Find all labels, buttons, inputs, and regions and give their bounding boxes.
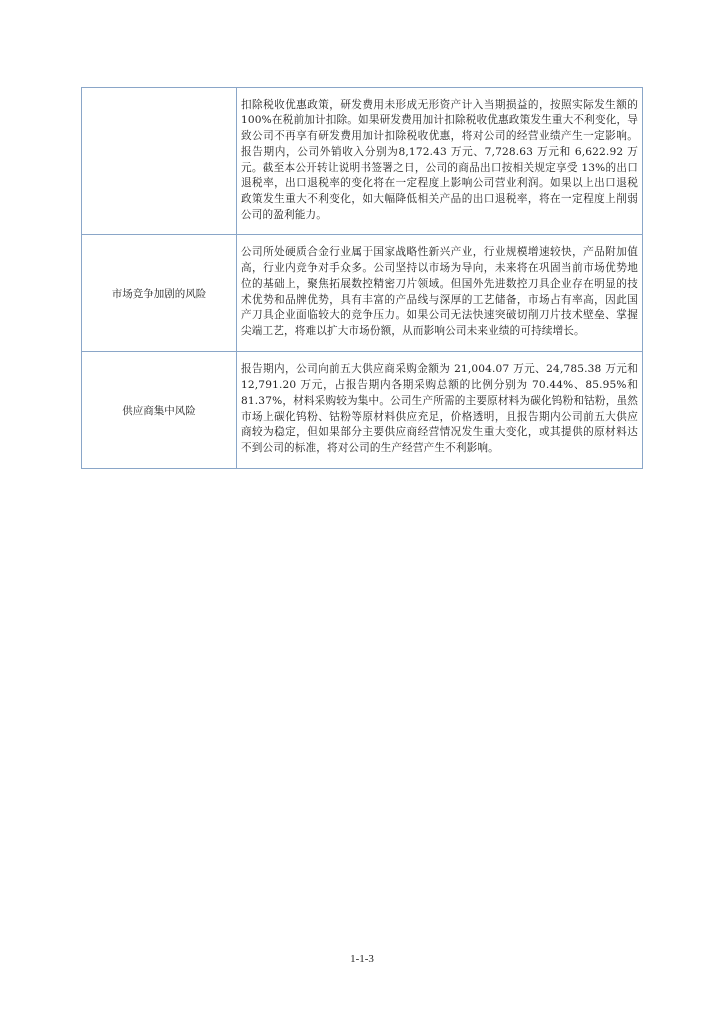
risk-name-cell	[82, 88, 237, 235]
risk-name-cell: 市场竞争加剧的风险	[82, 235, 237, 352]
risk-name-cell: 供应商集中风险	[82, 352, 237, 469]
table-row	[82, 352, 643, 469]
page-number: 1-1-3	[350, 953, 374, 965]
table-row	[82, 235, 643, 352]
risk-description-cell: 公司所处硬质合金行业属于国家战略性新兴产业，行业规模增速较快，产品附加值高，行业内竞争对手众多。公司坚持以市场为导向，未来将在巩固当前市场优势地位的基础上，聚焦拓展数控精密刀片领域。但国外先进数控刀具企业存在明显的技术优势和品牌优势，具有丰富的产品线与深厚的工艺储备，市场占有率高，因此国产刀具企业面临较大的竞争压力。如果公司无法快速突破切削刀片技术壁垒、掌握尖端工艺，将难以扩大市场份额，从而影响公司未来业绩的可持续增长。	[237, 235, 643, 352]
table-row	[82, 88, 643, 235]
risk-description-cell: 报告期内，公司向前五大供应商采购金额为 21,004.07 万元、24,785.38 万元和 12,791.20 万元，占报告期内各期采购总额的比例分别为 70.44%、85.95%和 81.37%，材料采购较为集中。公司生产所需的主要原材料为碳化钨粉和钴粉，虽然市场上碳化钨粉、钴粉等原材料供应充足，价格透明，且报告期内公司前五大供应商较为稳定，但如果部分主要供应商经营情况发生重大变化，或其提供的原材料达不到公司的标准，将对公司的生产经营产生不利影响。	[237, 352, 643, 469]
risk-description-cell: 扣除税收优惠政策，研发费用未形成无形资产计入当期损益的，按照实际发生额的100%在税前加计扣除。如果研发费用加计扣除税收优惠政策发生重大不利变化，导致公司不再享有研发费用加计扣除税收优惠，将对公司的经营业绩产生一定影响。报告期内，公司外销收入分别为8,172.43 万元、7,728.63 万元和 6,622.92 万元。截至本公开转让说明书签署之日，公司的商品出口按相关规定享受 13%的出口退税率，出口退税率的变化将在一定程度上影响公司营业利润。如果以上出口退税政策发生重大不利变化，如大幅降低相关产品的出口退税率，将在一定程度上削弱公司的盈利能力。	[237, 88, 643, 235]
risk-table	[81, 87, 643, 469]
